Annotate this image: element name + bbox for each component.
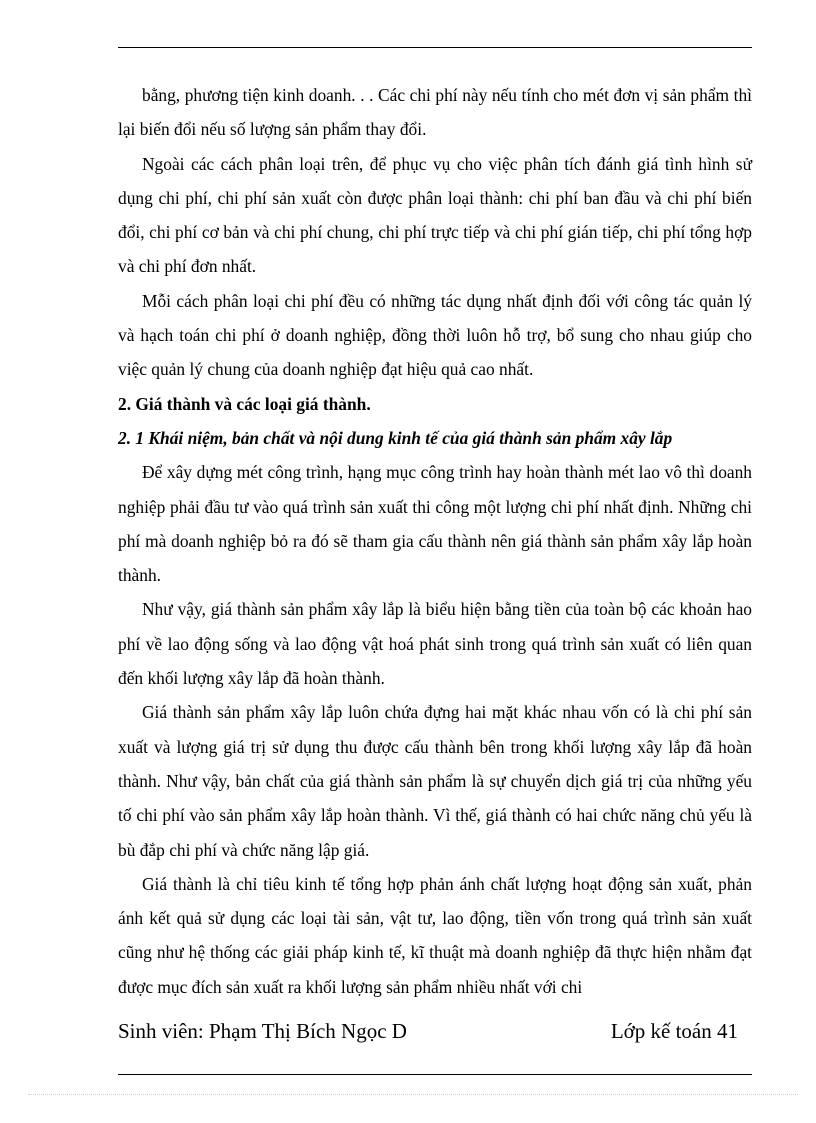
page-edge-divider: [28, 1094, 798, 1095]
paragraph-3: Mỗi cách phân loại chi phí đều có những tác dụng nhất định đối với công tác quản lý và hạch toán chi phí ở doanh nghiệp, đồng thời luôn hỗ trợ, bổ sung cho nhau giúp cho việc quản lý chung của doanh nghiệp đạt hiệu quả cao nhất.: [118, 290, 752, 380]
footer-rule: [118, 1074, 752, 1075]
footer-class-name: Lớp kế toán 41: [610, 1019, 738, 1043]
header-rule: [118, 47, 752, 48]
footer-student-name: Sinh viên: Phạm Thị Bích Ngọc D: [118, 1019, 407, 1043]
paragraph-7: Giá thành là chỉ tiêu kinh tế tổng hợp phản ánh chất lượng hoạt động sản xuất, phản ánh kết quả sử dụng các loại tài sản, vật tư, lao động, tiền vốn trong quá trình sản xuất cũng như hệ thống các giải pháp kinh tế, kĩ thuật mà doanh nghiệp đã thực hiện nhằm đạt được mục đích sản xuất ra khối lượng sản phẩm nhiều nhất với chi: [118, 873, 752, 997]
paragraph-5: Như vậy, giá thành sản phẩm xây lắp là biểu hiện bằng tiền của toàn bộ các khoản hao phí về lao động sống và lao động vật hoá phát sinh trong quá trình sản xuất có liên quan đến khối lượng xây lắp đã hoàn thành.: [118, 599, 752, 689]
subsection-heading: 2. 1 Khái niệm, bản chất và nội dung kinh tế của giá thành sản phẩm xây lắp: [118, 427, 673, 448]
section-heading: 2. Giá thành và các loại giá thành.: [118, 393, 371, 414]
paragraph-4: Để xây dựng mét công trình, hạng mục công trình hay hoàn thành mét lao vô thì doanh nghiệp phải đầu tư vào quá trình sản xuất thi công một lượng chi phí nhất định. Những chi phí mà doanh nghiệp bỏ ra đó sẽ tham gia cấu thành nên giá thành sản phẩm xây lắp hoàn thành.: [118, 462, 752, 586]
paragraph-6: Giá thành sản phẩm xây lắp luôn chứa đựng hai mặt khác nhau vốn có là chi phí sản xuất và lượng giá trị sử dụng thu được cấu thành bên trong khối lượng xây lắp đã hoàn thành. Như vậy, bản chất của giá thành sản phẩm là sự chuyển dịch giá trị của những yếu tố chi phí vào sản phẩm xây lắp hoàn thành. Vì thế, giá thành có hai chức năng chủ yếu là bù đắp chi phí và chức năng lập giá.: [118, 702, 752, 860]
paragraph-2: Ngoài các cách phân loại trên, để phục vụ cho việc phân tích đánh giá tình hình sử dụng chi phí, chi phí sản xuất còn được phân loại thành: chi phí ban đầu và chi phí biến đổi, chi phí cơ bản và chi phí chung, chi phí trực tiếp và chi phí gián tiếp, chi phí tổng hợp và chi phí đơn nhất.: [118, 153, 752, 277]
paragraph-1: bằng, phương tiện kinh doanh. . . Các chi phí này nếu tính cho mét đơn vị sản phẩm thì lại biến đổi nếu số lượng sản phẩm thay đổi.: [118, 85, 752, 140]
page-body: [118, 78, 752, 1004]
